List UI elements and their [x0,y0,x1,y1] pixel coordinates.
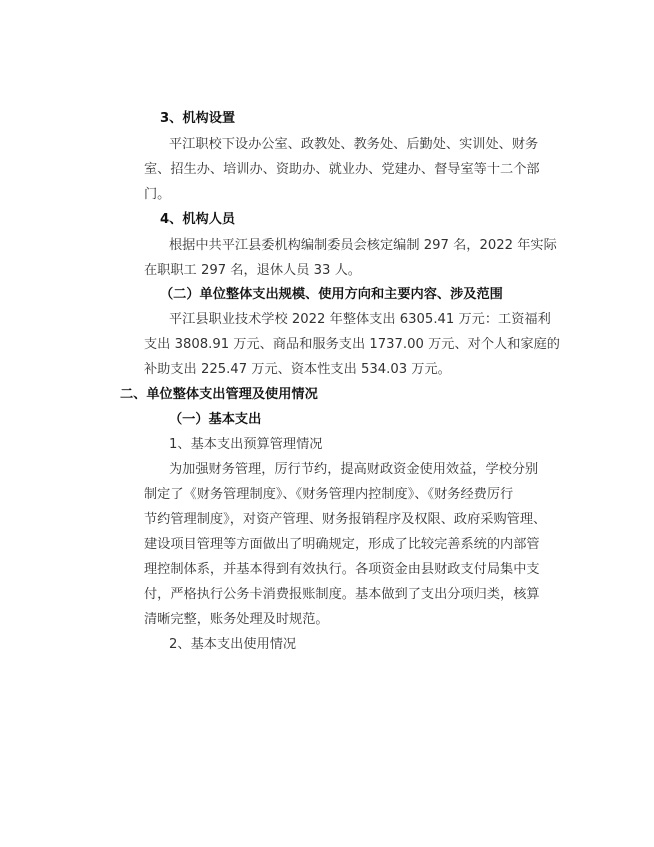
subheading-budget-management: 1、基本支出预算管理情况 [169,437,323,452]
paragraph-line: 室、招生办、培训办、资助办、就业办、党建办、督导室等十二个部 [144,162,540,177]
paragraph-line: 制定了《财务管理制度》、《财务管理内控制度》、《财务经费厉行 [144,487,514,502]
paragraph-line: 补助支出 225.47 万元、资本性支出 534.03 万元。 [144,362,451,377]
paragraph-line: 支出 3808.91 万元、商品和服务支出 1737.00 万元、对个人和家庭的 [144,337,560,352]
paragraph-line: 节约管理制度》，对资产管理、财务报销程序及权限、政府采购管理、 [144,512,547,527]
paragraph-line: 付，严格执行公务卡消费报账制度。基本做到了支出分项归类，核算 [144,587,540,602]
paragraph-line: 平江职校下设办公室、政教处、教务处、后勤处、实训处、财务 [169,137,539,152]
paragraph-line: 根据中共平江县委机构编制委员会核定编制 297 名，2022 年实际 [169,238,557,253]
paragraph-line: 门。 [144,187,171,202]
paragraph-line: 为加强财务管理，厉行节约，提高财政资金使用效益，学校分别 [169,462,539,477]
heading-staff: 4、机构人员 [160,212,236,227]
paragraph-line: 平江县职业技术学校 2022 年整体支出 6305.41 万元：工资福利 [169,312,551,327]
heading-section-two: 二、单位整体支出管理及使用情况 [120,387,318,402]
paragraph-line: 在职职工 297 名，退休人员 33 人。 [144,263,361,278]
heading-org-setup: 3、机构设置 [160,111,236,126]
heading-overall-expenditure: （二）单位整体支出规模、使用方向和主要内容、涉及范围 [160,287,503,302]
subheading-expenditure-usage: 2、基本支出使用情况 [169,637,297,652]
paragraph-line: 清晰完整，账务处理及时规范。 [144,612,329,627]
paragraph-line: 建设项目管理等方面做出了明确规定，形成了比较完善系统的内部管 [144,537,540,552]
heading-basic-expenditure: （一）基本支出 [169,412,262,427]
paragraph-line: 理控制体系，并基本得到有效执行。各项资金由县财政支付局集中支 [144,562,540,577]
